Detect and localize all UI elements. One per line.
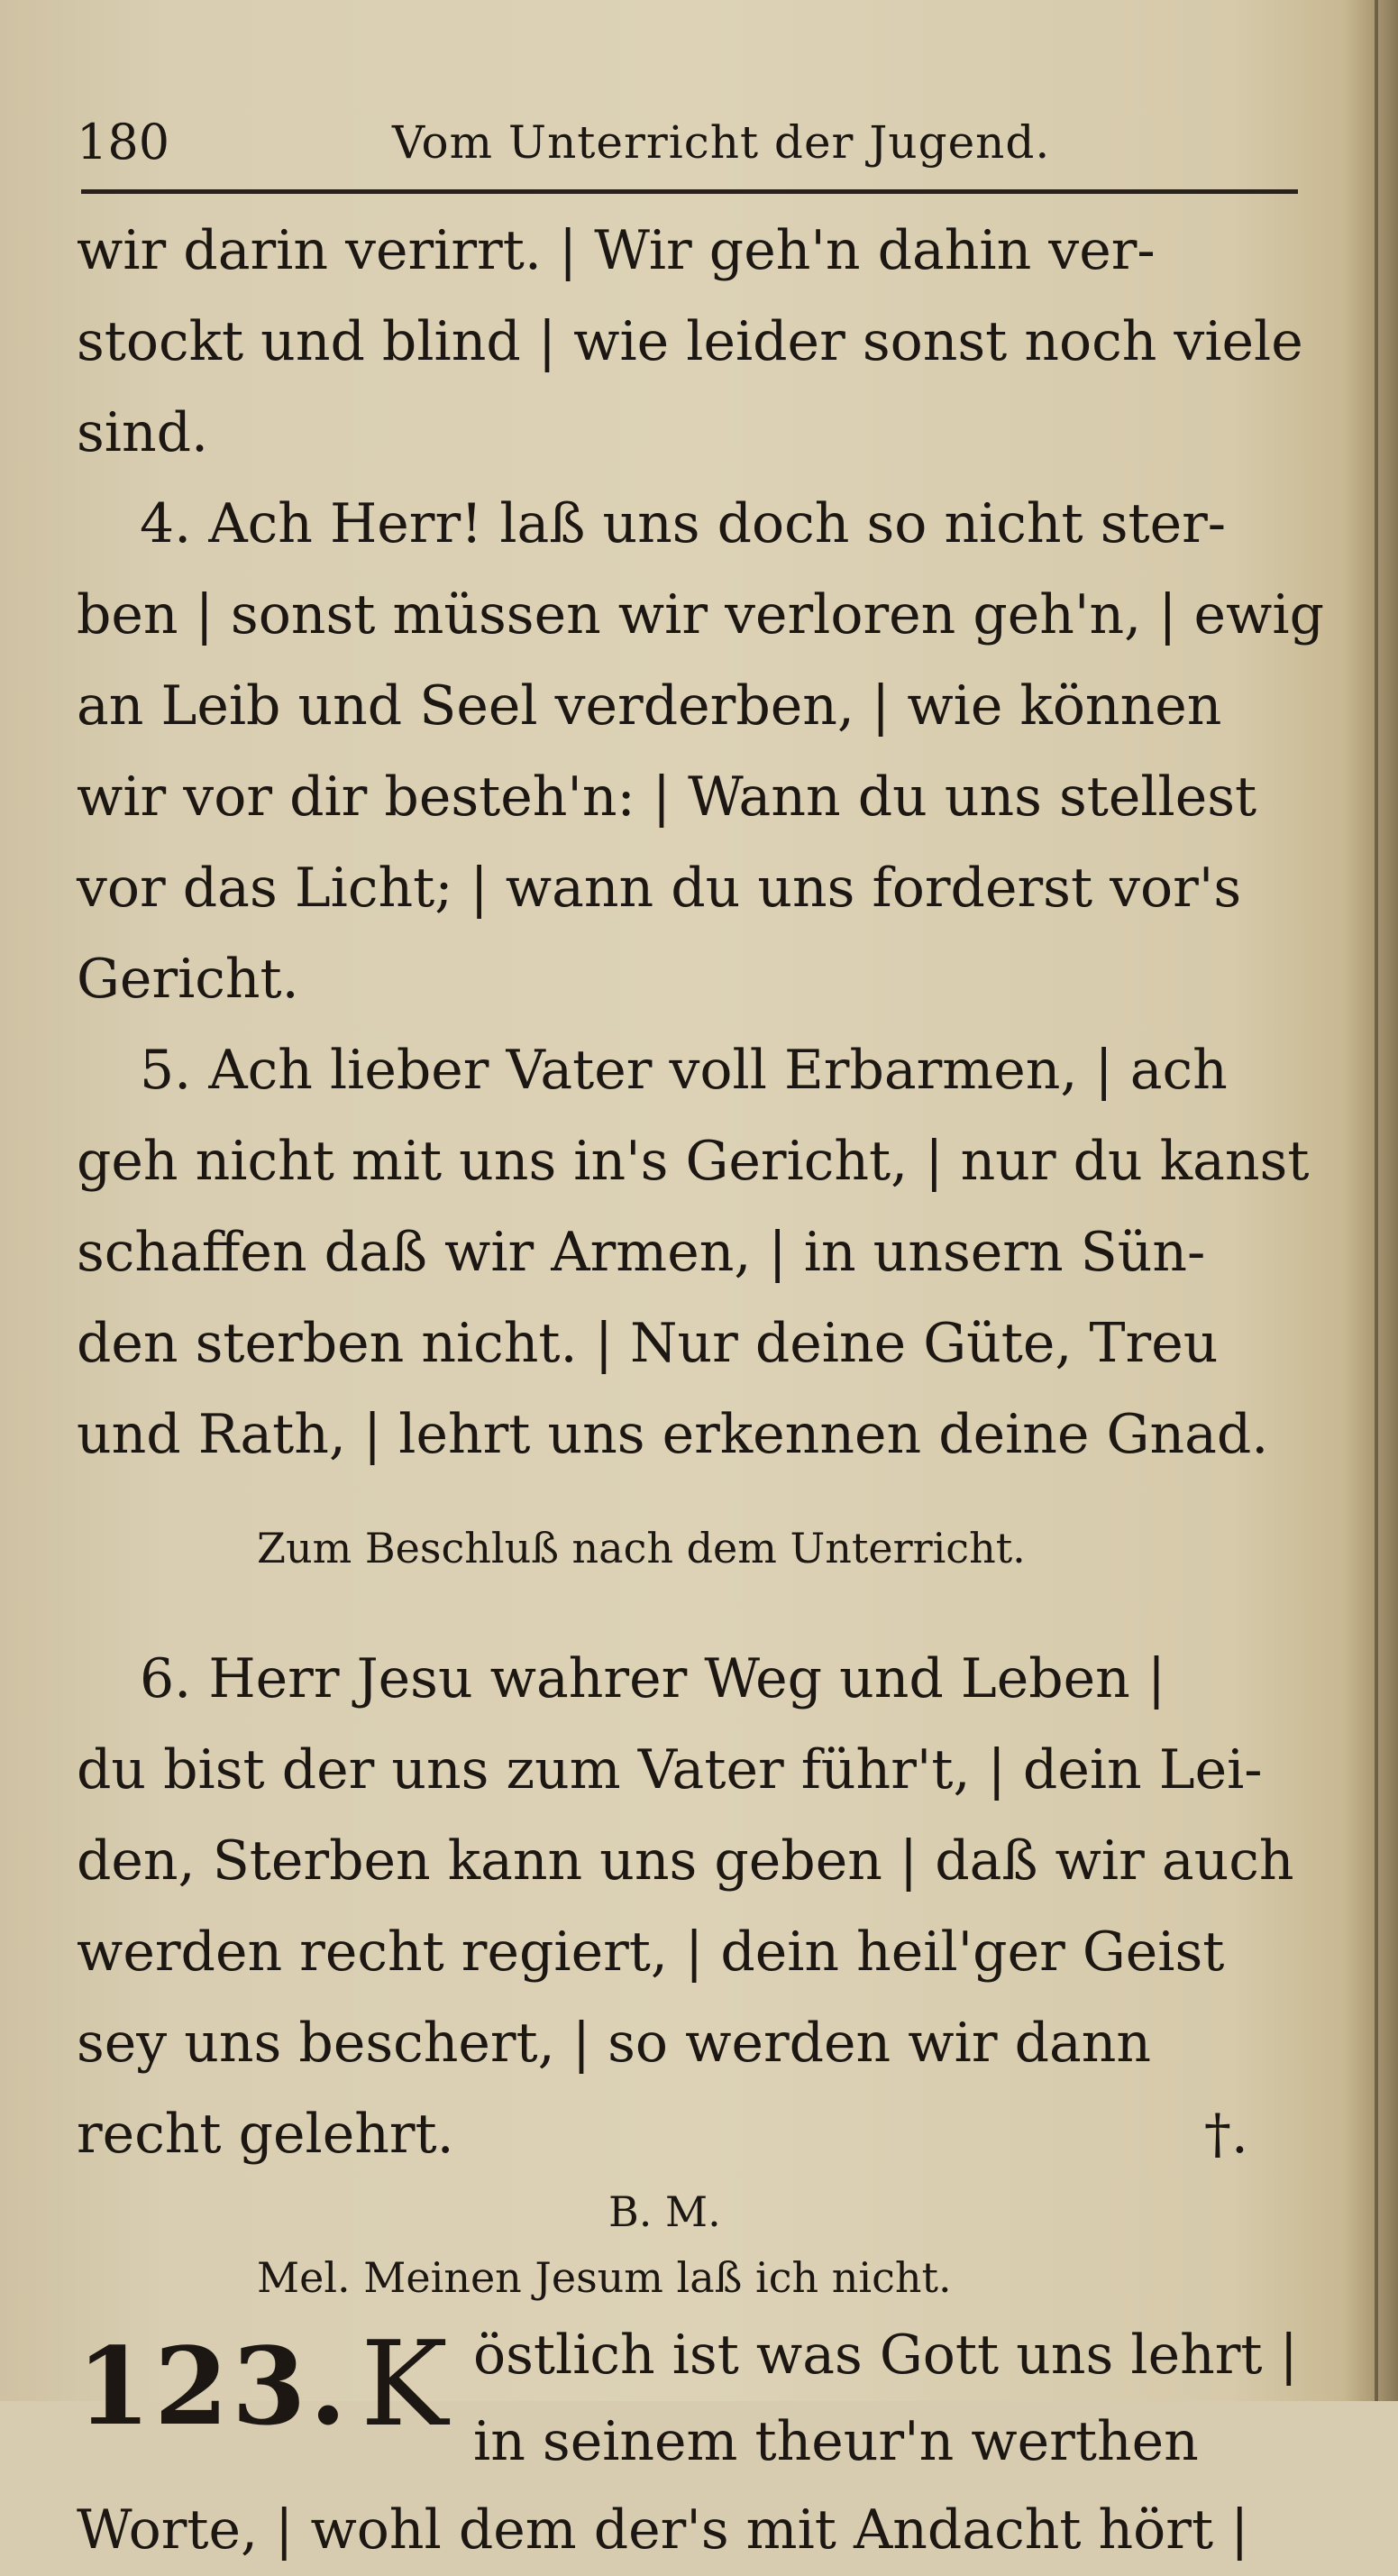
page-header <box>77 106 1302 179</box>
text-line: schaffen daß wir Armen, | in unsern Sün- <box>77 1221 1206 1284</box>
text-line: sey uns beschert, | so werden wir dann <box>77 2012 1152 2075</box>
text-line: stockt und blind | wie leider sonst noch viele <box>77 310 1303 373</box>
text-line: recht gelehrt. <box>77 2103 454 2166</box>
section-heading: Zum Beschluß nach dem Unterricht. <box>257 1524 1026 1572</box>
author-signature: †. <box>1203 2103 1248 2166</box>
melody-abbreviation: B. M. <box>608 2187 721 2236</box>
text-line: sind. <box>77 401 209 464</box>
text-line: ben | sonst müssen wir verloren geh'n, | ewig <box>77 583 1324 646</box>
page-edge-shadow <box>1344 0 1398 2401</box>
text-line: du bist der uns zum Vater führ't, | dein Lei- <box>77 1738 1263 1801</box>
verse-4-start: 4. Ach Herr! laß uns doch so nicht ster- <box>140 492 1227 555</box>
verse-6-start: 6. Herr Jesu wahrer Weg und Leben | <box>140 1647 1166 1710</box>
hymn-first-line: östlich ist was Gott uns lehrt | <box>473 2324 1298 2387</box>
verse-5-start: 5. Ach lieber Vater voll Erbarmen, | ach <box>140 1039 1228 1102</box>
text-line: wir vor dir besteh'n: | Wann du uns stellest <box>77 765 1257 829</box>
text-line: Gericht. <box>77 948 299 1011</box>
text-line: und Rath, | lehrt uns erkennen deine Gnad. <box>77 1403 1269 1466</box>
text-line: geh nicht mit uns in's Gericht, | nur du kanst <box>77 1130 1310 1193</box>
text-line: Worte, | wohl dem der's mit Andacht hört | <box>77 2498 1249 2562</box>
page-number: 180 <box>77 114 170 170</box>
text-line: an Leib und Seel verderben, | wie können <box>77 674 1222 738</box>
text-line: wir darin verirrt. | Wir geh'n dahin ver- <box>77 219 1156 282</box>
running-head: Vom Unterricht der Jugend. <box>392 116 1051 169</box>
hymn-number: 123. <box>77 2324 351 2449</box>
last-verse-line <box>77 2089 1311 2180</box>
hymn-second-line: in seinem theur'n werthen <box>473 2410 1199 2473</box>
drop-cap-initial: K <box>361 2315 449 2452</box>
body-text <box>77 206 1324 2576</box>
text-line: den sterben nicht. | Nur deine Güte, Treu <box>77 1312 1219 1375</box>
text-line: werden recht regiert, | dein heil'ger Geist <box>77 1921 1225 1984</box>
text-line: vor das Licht; | wann du uns forderst vor's <box>77 857 1242 920</box>
melody-line: Mel. Meinen Jesum laß ich nicht. <box>257 2253 952 2302</box>
page-edge-line <box>1375 0 1378 2401</box>
spacer <box>77 1598 1311 1634</box>
text-line: den, Sterben kann uns geben | daß wir auch <box>77 1829 1294 1893</box>
header-rule <box>81 189 1298 194</box>
hymn-start <box>77 2312 1311 2485</box>
